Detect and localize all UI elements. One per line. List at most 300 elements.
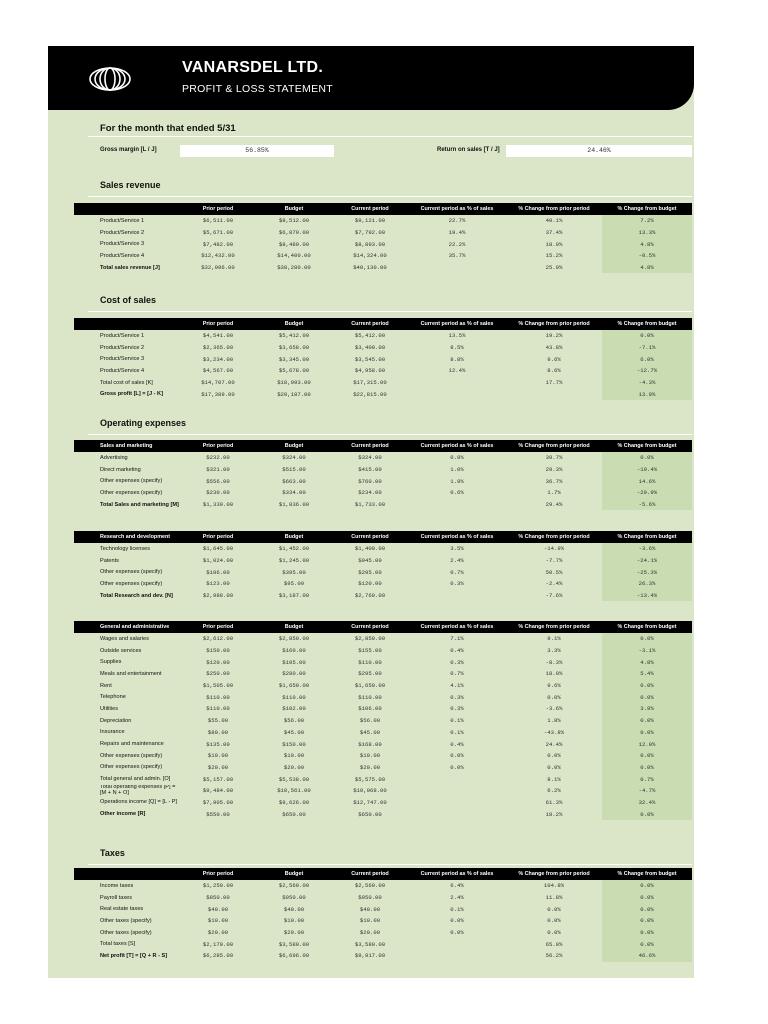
- cell-value[interactable]: 8.5%: [450, 344, 464, 352]
- cell-value[interactable]: 0.0%: [602, 915, 692, 927]
- cell-value[interactable]: 18.0%: [545, 670, 563, 678]
- cell-value[interactable]: $150.00: [282, 740, 306, 748]
- cell-value[interactable]: $1,650.00: [278, 682, 310, 690]
- cell-value[interactable]: -4.7%: [602, 785, 692, 797]
- cell-value[interactable]: 0.0%: [547, 693, 561, 701]
- cell-value[interactable]: $7,792.00: [354, 229, 386, 237]
- cell-value[interactable]: $1,452.00: [278, 545, 310, 553]
- cell-value[interactable]: $14,324.00: [353, 252, 387, 260]
- cell-value[interactable]: $5,412.00: [354, 332, 386, 340]
- cell-value[interactable]: $3,234.00: [202, 355, 234, 363]
- cell-value[interactable]: $2,988.00: [202, 592, 234, 600]
- cell-value[interactable]: 0.0%: [602, 762, 692, 774]
- cell-value[interactable]: 0.3%: [450, 658, 464, 666]
- cell-value[interactable]: 0.7%: [602, 773, 692, 785]
- cell-value[interactable]: 0.0%: [450, 763, 464, 771]
- cell-value[interactable]: [408, 950, 506, 962]
- cell-value[interactable]: 0.0%: [602, 452, 692, 464]
- cell-value[interactable]: $2,170.00: [202, 940, 234, 948]
- row-label: Patents: [100, 557, 119, 564]
- cell-value[interactable]: 0.0%: [602, 808, 692, 820]
- cell-value[interactable]: $7,482.00: [202, 240, 234, 248]
- cell-value[interactable]: $123.00: [206, 580, 230, 588]
- cell-value[interactable]: $3,400.00: [354, 344, 386, 352]
- cell-value[interactable]: $45.00: [359, 728, 381, 736]
- column-header: % Change from budget: [602, 440, 692, 452]
- cell-value[interactable]: -5.6%: [602, 499, 692, 511]
- cell-value[interactable]: $102.00: [282, 705, 306, 713]
- cell-value[interactable]: $7,905.00: [202, 798, 234, 806]
- cell-value[interactable]: $80.00: [207, 728, 229, 736]
- statement-page: [48, 46, 694, 978]
- cell-value[interactable]: 61.3%: [545, 798, 563, 806]
- cell-value[interactable]: -3.6%: [545, 705, 563, 713]
- cell-value[interactable]: 8.6%: [547, 367, 561, 375]
- cell-value[interactable]: 17.7%: [545, 379, 563, 387]
- cell-value[interactable]: 12.0%: [602, 738, 692, 750]
- cell-value[interactable]: [408, 262, 506, 274]
- cell-value[interactable]: $6,285.00: [202, 952, 234, 960]
- cell-value[interactable]: 0.0%: [547, 763, 561, 771]
- cell-value[interactable]: $56.00: [359, 717, 381, 725]
- cell-value[interactable]: $20.00: [359, 929, 381, 937]
- column-header: Current period: [332, 531, 408, 543]
- cell-value[interactable]: $4,567.00: [202, 367, 234, 375]
- cell-value[interactable]: [408, 590, 506, 602]
- cell-value[interactable]: 0.0%: [602, 927, 692, 939]
- cell-value[interactable]: 29.4%: [545, 501, 563, 509]
- cell-value[interactable]: 32.4%: [602, 797, 692, 809]
- cell-value[interactable]: $334.00: [282, 489, 306, 497]
- cell-value[interactable]: $110.00: [206, 705, 230, 713]
- divider: [88, 434, 692, 435]
- cell-value[interactable]: 0.0%: [450, 929, 464, 937]
- cell-value[interactable]: $1,250.00: [202, 882, 234, 890]
- cell-value[interactable]: 8.8%: [450, 355, 464, 363]
- cell-value[interactable]: $8,893.00: [354, 240, 386, 248]
- cell-value[interactable]: $1,836.00: [278, 501, 310, 509]
- cell-value[interactable]: 46.6%: [602, 950, 692, 962]
- cell-value[interactable]: $20.00: [207, 929, 229, 937]
- cell-value[interactable]: 0.1%: [450, 728, 464, 736]
- cell-value[interactable]: 6.4%: [450, 882, 464, 890]
- cell-value[interactable]: [408, 785, 506, 797]
- cell-value[interactable]: $230.00: [206, 489, 230, 497]
- cell-value[interactable]: $160.00: [282, 647, 306, 655]
- cell-value[interactable]: $10.00: [207, 917, 229, 925]
- row-label: Total taxes [S]: [100, 941, 136, 948]
- cell-value[interactable]: $17,389.00: [201, 390, 235, 398]
- cell-value[interactable]: 50.5%: [545, 568, 563, 576]
- column-header: % Change from budget: [602, 203, 692, 215]
- cell-value[interactable]: 0.0%: [547, 752, 561, 760]
- cell-value[interactable]: 4.8%: [602, 262, 692, 274]
- cell-value[interactable]: $40.00: [283, 905, 305, 913]
- cell-value[interactable]: 0.0%: [450, 917, 464, 925]
- cell-value[interactable]: [408, 773, 506, 785]
- cell-value[interactable]: 43.8%: [545, 344, 563, 352]
- cell-value[interactable]: 5.4%: [602, 668, 692, 680]
- cell-value[interactable]: 0.4%: [450, 647, 464, 655]
- cell-value[interactable]: $280.00: [282, 670, 306, 678]
- cell-value[interactable]: 0.0%: [602, 691, 692, 703]
- cell-value[interactable]: $945.00: [358, 557, 382, 565]
- group-header: [74, 203, 180, 215]
- cell-value[interactable]: $6,511.00: [202, 217, 234, 225]
- cell-value[interactable]: $155.00: [358, 647, 382, 655]
- cell-value[interactable]: 0.1%: [450, 905, 464, 913]
- cell-value[interactable]: 25.0%: [545, 264, 563, 272]
- cell-value[interactable]: $1,339.00: [202, 501, 234, 509]
- cell-value[interactable]: -3.6%: [602, 543, 692, 555]
- table-row: [74, 238, 692, 250]
- cell-value[interactable]: 56.2%: [545, 952, 563, 960]
- cell-value[interactable]: $250.00: [206, 670, 230, 678]
- cell-value[interactable]: $234.00: [358, 489, 382, 497]
- cell-value[interactable]: 4.1%: [450, 682, 464, 690]
- company-name: VANARSDEL LTD.: [182, 59, 324, 76]
- cell-value[interactable]: $18,093.00: [277, 379, 311, 387]
- cell-value[interactable]: $3,580.00: [278, 940, 310, 948]
- table-row: [74, 377, 692, 389]
- cell-value[interactable]: 29.3%: [545, 466, 563, 474]
- cell-value[interactable]: $2,850.00: [278, 635, 310, 643]
- cell-value[interactable]: $3,345.00: [278, 355, 310, 363]
- cell-value[interactable]: -8.3%: [545, 658, 563, 666]
- cell-value[interactable]: $5,575.00: [354, 775, 386, 783]
- cell-value[interactable]: $1,650.00: [354, 682, 386, 690]
- cell-value[interactable]: 37.4%: [545, 229, 563, 237]
- cell-value[interactable]: $2,760.00: [354, 592, 386, 600]
- cell-value[interactable]: 3.9%: [602, 703, 692, 715]
- cell-value[interactable]: $760.00: [358, 477, 382, 485]
- cell-value[interactable]: -14.9%: [543, 545, 565, 553]
- cell-value[interactable]: $3,658.00: [278, 344, 310, 352]
- cell-value[interactable]: $5,671.00: [202, 229, 234, 237]
- cell-value[interactable]: $14,707.00: [201, 379, 235, 387]
- cell-value[interactable]: 3.3%: [547, 647, 561, 655]
- cell-value[interactable]: 8.1%: [547, 775, 561, 783]
- table-row: [74, 452, 692, 464]
- cell-value[interactable]: 1.0%: [450, 466, 464, 474]
- cell-value[interactable]: $295.00: [358, 568, 382, 576]
- cell-value[interactable]: $8,512.00: [278, 217, 310, 225]
- return-on-sales-value[interactable]: 24.46%: [506, 145, 692, 157]
- cell-value[interactable]: 19.2%: [545, 332, 563, 340]
- cell-value[interactable]: $40.00: [359, 905, 381, 913]
- table-row: [74, 555, 692, 567]
- cell-value[interactable]: $9,121.00: [354, 217, 386, 225]
- cell-value[interactable]: 12.4%: [448, 367, 466, 375]
- cell-value[interactable]: $95.00: [283, 580, 305, 588]
- cell-value[interactable]: $2,850.00: [354, 635, 386, 643]
- cell-value[interactable]: $20.00: [359, 763, 381, 771]
- cell-value[interactable]: [506, 388, 602, 400]
- cell-value[interactable]: 0.8%: [450, 454, 464, 462]
- cell-value[interactable]: $12,747.00: [353, 798, 387, 806]
- cell-value[interactable]: $10.00: [283, 917, 305, 925]
- row-label: Product/Service 4: [100, 367, 145, 374]
- cell-value[interactable]: $1,505.00: [202, 682, 234, 690]
- cell-value[interactable]: [408, 808, 506, 820]
- cell-value[interactable]: $6,696.00: [278, 952, 310, 960]
- cell-value[interactable]: $4,958.00: [354, 367, 386, 375]
- cell-value[interactable]: 4.8%: [602, 238, 692, 250]
- cell-value[interactable]: 0.1%: [450, 717, 464, 725]
- cell-value[interactable]: 0.0%: [547, 917, 561, 925]
- cell-value[interactable]: $110.00: [358, 693, 382, 701]
- cell-value[interactable]: $12,432.00: [201, 252, 235, 260]
- cell-value[interactable]: 9.6%: [547, 355, 561, 363]
- cell-value[interactable]: $120.00: [358, 580, 382, 588]
- cell-value[interactable]: 0.3%: [450, 705, 464, 713]
- cell-value[interactable]: 0.0%: [547, 929, 561, 937]
- cell-value[interactable]: -12.7%: [602, 365, 692, 377]
- cell-value[interactable]: 39.7%: [545, 454, 563, 462]
- cell-value[interactable]: 0.0%: [602, 880, 692, 892]
- cell-value[interactable]: 0.0%: [602, 938, 692, 950]
- row-label: Other expenses (specify): [100, 580, 163, 587]
- gross-margin-value[interactable]: 56.85%: [180, 145, 334, 157]
- cell-value[interactable]: $295.00: [358, 670, 382, 678]
- cell-value[interactable]: 18.2%: [545, 810, 563, 818]
- cell-value[interactable]: 6.0%: [602, 353, 692, 365]
- cell-value[interactable]: 0.7%: [450, 568, 464, 576]
- cell-value[interactable]: $1,245.00: [278, 557, 310, 565]
- cell-value[interactable]: $20,187.00: [277, 390, 311, 398]
- cell-value[interactable]: 104.8%: [543, 882, 565, 890]
- cell-value[interactable]: -7.7%: [545, 557, 563, 565]
- column-header: % Change from prior period: [506, 868, 602, 880]
- cell-value[interactable]: 9.1%: [547, 635, 561, 643]
- cell-value[interactable]: $650.00: [282, 810, 306, 818]
- cell-value[interactable]: $650.00: [358, 810, 382, 818]
- cell-value[interactable]: $4,541.00: [202, 332, 234, 340]
- cell-value[interactable]: 36.7%: [545, 477, 563, 485]
- cell-value[interactable]: $8,489.00: [278, 240, 310, 248]
- cell-value[interactable]: $2,560.00: [354, 882, 386, 890]
- cell-value[interactable]: $321.00: [206, 466, 230, 474]
- row-label: Product/Service 3: [100, 241, 145, 248]
- cell-value[interactable]: 11.8%: [545, 894, 563, 902]
- table-row: [74, 215, 692, 227]
- cell-value[interactable]: $10,068.00: [353, 787, 387, 795]
- cell-value[interactable]: $20.00: [283, 763, 305, 771]
- cell-value[interactable]: 15.2%: [545, 252, 563, 260]
- cell-value[interactable]: 2.4%: [450, 894, 464, 902]
- cell-value[interactable]: 0.7%: [450, 670, 464, 678]
- cell-value[interactable]: $3,545.00: [354, 355, 386, 363]
- cell-value[interactable]: $20.00: [207, 763, 229, 771]
- table-row: [74, 773, 692, 785]
- cell-value[interactable]: [408, 797, 506, 809]
- cell-value[interactable]: $324.00: [358, 454, 382, 462]
- cell-value[interactable]: $10.00: [359, 752, 381, 760]
- cell-value[interactable]: -3.1%: [602, 645, 692, 657]
- cell-value[interactable]: $1,733.00: [354, 501, 386, 509]
- cell-value[interactable]: 0.0%: [450, 752, 464, 760]
- cell-value[interactable]: $395.00: [282, 568, 306, 576]
- cell-value[interactable]: 0.0%: [602, 680, 692, 692]
- divider: [88, 864, 692, 865]
- cell-value[interactable]: $550.00: [206, 810, 230, 818]
- cell-value[interactable]: 0.3%: [450, 580, 464, 588]
- cell-value[interactable]: $40,130.00: [353, 264, 387, 272]
- cell-value[interactable]: $1,645.00: [202, 545, 234, 553]
- cell-value[interactable]: -0.5%: [602, 250, 692, 262]
- cell-value[interactable]: $120.00: [206, 658, 230, 666]
- cell-value[interactable]: $2,560.00: [278, 882, 310, 890]
- cell-value[interactable]: $10,561.00: [277, 787, 311, 795]
- cell-value[interactable]: 0.0%: [602, 903, 692, 915]
- cell-value[interactable]: -29.9%: [602, 487, 692, 499]
- cell-value[interactable]: 0.4%: [450, 740, 464, 748]
- cell-value[interactable]: $1,400.00: [354, 545, 386, 553]
- cell-value[interactable]: $56.00: [283, 717, 305, 725]
- cell-value[interactable]: [408, 499, 506, 511]
- cell-value[interactable]: 7.2%: [602, 215, 692, 227]
- cell-value[interactable]: 26.3%: [602, 578, 692, 590]
- cell-value[interactable]: -24.1%: [602, 555, 692, 567]
- row-label: Other income [R]: [100, 811, 146, 818]
- cell-value[interactable]: $850.00: [206, 894, 230, 902]
- cell-value[interactable]: 0.0%: [602, 727, 692, 739]
- cell-value[interactable]: $9,484.00: [202, 787, 234, 795]
- cell-value[interactable]: [408, 938, 506, 950]
- cell-value[interactable]: 22.7%: [448, 217, 466, 225]
- cell-value[interactable]: $232.00: [206, 454, 230, 462]
- cell-value[interactable]: -43.8%: [543, 728, 565, 736]
- cell-value[interactable]: $135.00: [206, 740, 230, 748]
- table-row: [74, 342, 692, 354]
- cell-value[interactable]: $20.00: [283, 929, 305, 937]
- cell-value[interactable]: 1.9%: [450, 477, 464, 485]
- cell-value[interactable]: $55.00: [207, 717, 229, 725]
- table-row: [74, 703, 692, 715]
- cell-value[interactable]: $415.00: [358, 466, 382, 474]
- cell-value[interactable]: $22,815.00: [353, 390, 387, 398]
- cell-value[interactable]: -13.4%: [602, 590, 692, 602]
- cell-value[interactable]: 1.8%: [547, 717, 561, 725]
- cell-value[interactable]: 3.5%: [450, 545, 464, 553]
- row-label: Product/Service 1: [100, 332, 145, 339]
- cell-value[interactable]: 0.6%: [450, 489, 464, 497]
- table-row: [74, 915, 692, 927]
- cell-value[interactable]: $196.00: [206, 568, 230, 576]
- cell-value[interactable]: $110.00: [206, 693, 230, 701]
- cell-value[interactable]: $38,280.00: [277, 264, 311, 272]
- cell-value[interactable]: $110.00: [282, 693, 306, 701]
- cell-value[interactable]: -2.4%: [545, 580, 563, 588]
- cell-value[interactable]: $105.00: [282, 658, 306, 666]
- cell-value[interactable]: 9.6%: [547, 682, 561, 690]
- cell-value[interactable]: 0.0%: [602, 330, 692, 342]
- cell-value[interactable]: 13.5%: [448, 332, 466, 340]
- cell-value[interactable]: $556.00: [206, 477, 230, 485]
- cell-value[interactable]: 0.0%: [602, 715, 692, 727]
- cell-value[interactable]: -7.6%: [545, 592, 563, 600]
- cost-of-sales-table: [74, 318, 692, 400]
- cell-value[interactable]: 0.3%: [450, 693, 464, 701]
- cell-value[interactable]: 7.1%: [450, 635, 464, 643]
- cell-value[interactable]: 24.4%: [545, 740, 563, 748]
- cell-value[interactable]: 1.7%: [547, 489, 561, 497]
- cell-value[interactable]: 13.3%: [602, 227, 692, 239]
- cell-value[interactable]: 6.2%: [547, 787, 561, 795]
- column-header: Current period as % of sales: [408, 531, 506, 543]
- sales-revenue-title: Sales revenue: [100, 180, 161, 190]
- cell-value[interactable]: 0.0%: [602, 633, 692, 645]
- operating-expenses-title: Operating expenses: [100, 418, 187, 428]
- cell-value[interactable]: $10.00: [207, 752, 229, 760]
- cell-value[interactable]: $110.00: [358, 658, 382, 666]
- return-on-sales-label: Return on sales [T / J]: [437, 147, 500, 153]
- cell-value[interactable]: [408, 388, 506, 400]
- cell-value[interactable]: 35.7%: [448, 252, 466, 260]
- cell-value[interactable]: $6,879.00: [278, 229, 310, 237]
- cell-value[interactable]: $45.00: [283, 728, 305, 736]
- cell-value[interactable]: 40.1%: [545, 217, 563, 225]
- cell-value[interactable]: $106.00: [358, 705, 382, 713]
- cell-value[interactable]: $150.00: [206, 647, 230, 655]
- column-header: % Change from budget: [602, 531, 692, 543]
- cell-value[interactable]: $32,096.00: [201, 264, 235, 272]
- cell-value[interactable]: $663.00: [282, 477, 306, 485]
- cell-value[interactable]: $5,538.00: [278, 775, 310, 783]
- cell-value[interactable]: 13.0%: [602, 388, 692, 400]
- cell-value[interactable]: 65.0%: [545, 940, 563, 948]
- cell-value[interactable]: $3,187.00: [278, 592, 310, 600]
- cell-value[interactable]: $10.00: [283, 752, 305, 760]
- column-header: % Change from prior period: [506, 440, 602, 452]
- cell-value[interactable]: 0.0%: [602, 750, 692, 762]
- cell-value[interactable]: $10.00: [359, 917, 381, 925]
- cell-value[interactable]: $40.00: [207, 905, 229, 913]
- cell-value[interactable]: $515.00: [282, 466, 306, 474]
- cell-value[interactable]: $3,580.00: [354, 940, 386, 948]
- cell-value[interactable]: [408, 377, 506, 389]
- cell-value[interactable]: $17,315.00: [353, 379, 387, 387]
- cell-value[interactable]: -4.3%: [602, 377, 692, 389]
- cell-value[interactable]: 4.8%: [602, 656, 692, 668]
- cell-value[interactable]: $950.00: [282, 894, 306, 902]
- cell-value[interactable]: $324.00: [282, 454, 306, 462]
- cell-value[interactable]: $950.00: [358, 894, 382, 902]
- cell-value[interactable]: -7.1%: [602, 342, 692, 354]
- cell-value[interactable]: -19.4%: [602, 464, 692, 476]
- cell-value[interactable]: $1,024.00: [202, 557, 234, 565]
- cell-value[interactable]: $5,157.00: [202, 775, 234, 783]
- cell-value[interactable]: 0.0%: [602, 892, 692, 904]
- cell-value[interactable]: 2.4%: [450, 557, 464, 565]
- cell-value[interactable]: $5,412.00: [278, 332, 310, 340]
- cell-value[interactable]: $168.00: [358, 740, 382, 748]
- table-row: [74, 365, 692, 377]
- cell-value[interactable]: $5,678.00: [278, 367, 310, 375]
- cell-value[interactable]: 18.9%: [545, 240, 563, 248]
- cell-value[interactable]: -25.3%: [602, 566, 692, 578]
- cell-value[interactable]: 19.4%: [448, 229, 466, 237]
- cell-value[interactable]: $2,612.00: [202, 635, 234, 643]
- sales-marketing-table: [74, 440, 692, 510]
- cell-value[interactable]: $2,365.00: [202, 344, 234, 352]
- cell-value[interactable]: $14,400.00: [277, 252, 311, 260]
- cell-value[interactable]: $9,817.00: [354, 952, 386, 960]
- cell-value[interactable]: 0.0%: [547, 905, 561, 913]
- cell-value[interactable]: $9,626.00: [278, 798, 310, 806]
- cell-value[interactable]: 14.6%: [602, 475, 692, 487]
- cell-value[interactable]: 22.2%: [448, 240, 466, 248]
